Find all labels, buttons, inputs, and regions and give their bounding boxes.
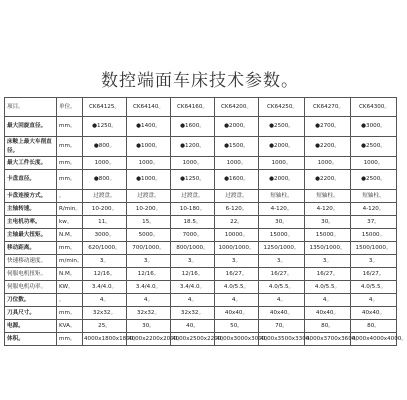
row-value-cell: ●2000。 xyxy=(259,170,305,190)
row-unit-cell: m/min。 xyxy=(57,255,83,268)
row-value-cell: 15000。 xyxy=(351,229,397,242)
row-value-cell: 5000。 xyxy=(127,229,171,242)
row-value-cell: 1250/1000。 xyxy=(259,242,305,255)
row-value-cell: ●1250。 xyxy=(171,170,215,190)
row-value-cell: 4-120。 xyxy=(351,203,397,216)
row-value-cell: 1000/1000。 xyxy=(215,242,259,255)
row-label-cell: 伺服电机功率。 xyxy=(5,281,57,294)
row-value-cell: 4。 xyxy=(305,294,351,307)
table-row xyxy=(5,137,397,157)
row-unit-cell: R/min。 xyxy=(57,203,83,216)
header-model-cell: CK64300。 xyxy=(351,98,397,117)
row-value-cell: 4000x4000x4000。 xyxy=(351,333,397,346)
row-label-cell: 最大工件长度。 xyxy=(5,157,57,170)
row-value-cell: ●1400。 xyxy=(127,117,171,137)
row-value-cell: 16/27。 xyxy=(305,268,351,281)
page-title: 数控端面车床技术参数。 xyxy=(101,71,299,91)
row-value-cell: 80。 xyxy=(305,320,351,333)
spec-table xyxy=(4,97,407,346)
row-value-cell: 18.5。 xyxy=(171,216,215,229)
row-value-cell: 16/27。 xyxy=(351,268,397,281)
row-value-cell: 4.0/5.5。 xyxy=(215,281,259,294)
row-label-cell: 最大回旋直径。 xyxy=(5,117,57,137)
row-value-cell: 40。 xyxy=(171,320,215,333)
row-value-cell: ●1600。 xyxy=(215,170,259,190)
row-value-cell: 1000。 xyxy=(351,157,397,170)
row-value-cell: 16/27。 xyxy=(215,268,259,281)
row-value-cell: ●1000。 xyxy=(127,170,171,190)
row-value-cell: 4000x1800x1800。 xyxy=(83,333,127,346)
row-value-cell: 4-120。 xyxy=(305,203,351,216)
row-value-cell: ●800。 xyxy=(83,137,127,157)
row-label-cell: 床鞍上最大车削直径。 xyxy=(5,137,57,157)
row-unit-cell: mm。 xyxy=(57,333,83,346)
row-label-cell: 电源。 xyxy=(5,320,57,333)
row-value-cell: ●2000。 xyxy=(259,137,305,157)
row-value-cell: ●1200。 xyxy=(171,137,215,157)
row-value-cell: 15000。 xyxy=(305,229,351,242)
row-value-cell: ●2000。 xyxy=(215,117,259,137)
row-value-cell: 4。 xyxy=(351,294,397,307)
row-value-cell: 4。 xyxy=(259,294,305,307)
row-value-cell: 3。 xyxy=(127,255,171,268)
row-value-cell: 11。 xyxy=(83,216,127,229)
row-value-cell: 32x32。 xyxy=(171,307,215,320)
row-value-cell: ●2500。 xyxy=(351,170,397,190)
row-value-cell: ●800。 xyxy=(83,170,127,190)
row-value-cell: 37。 xyxy=(351,216,397,229)
row-value-cell: ●2700。 xyxy=(305,117,351,137)
row-value-cell: 4000x2500x2200。 xyxy=(171,333,215,346)
row-value-cell: 4.0/5.5。 xyxy=(351,281,397,294)
row-value-cell: ●3000。 xyxy=(351,117,397,137)
table-header-row xyxy=(5,98,397,117)
row-value-cell: 4。 xyxy=(215,294,259,307)
table-row xyxy=(5,307,397,320)
row-value-cell: 40x40。 xyxy=(259,307,305,320)
table-row xyxy=(5,190,397,203)
row-value-cell: 3.4/4.0。 xyxy=(171,281,215,294)
row-value-cell: 4.0/5.5。 xyxy=(259,281,305,294)
row-value-cell: 22。 xyxy=(215,216,259,229)
row-value-cell: 1000。 xyxy=(305,157,351,170)
row-value-cell: 15。 xyxy=(127,216,171,229)
row-value-cell: 700/1000。 xyxy=(127,242,171,255)
row-label-cell: 卡盘直径。 xyxy=(5,170,57,190)
row-value-cell: 70。 xyxy=(259,320,305,333)
row-value-cell: 过渡盘。 xyxy=(171,190,215,203)
header-model-cell: CK64140。 xyxy=(127,98,171,117)
row-unit-cell: mm。 xyxy=(57,117,83,137)
table-row xyxy=(5,333,397,346)
row-label-cell: 主轴转速。 xyxy=(5,203,57,216)
row-label-cell: 刀具尺寸。 xyxy=(5,307,57,320)
row-value-cell: 10-180。 xyxy=(171,203,215,216)
row-value-cell: 1500/1000。 xyxy=(351,242,397,255)
row-value-cell: 3。 xyxy=(259,255,305,268)
row-label-cell: 体积。 xyxy=(5,333,57,346)
row-value-cell: 3000。 xyxy=(83,229,127,242)
row-value-cell: 短轴柱。 xyxy=(351,190,397,203)
header-model-cell: CK64125。 xyxy=(83,98,127,117)
row-label-cell: 主电机功率。 xyxy=(5,216,57,229)
row-value-cell: 12/16。 xyxy=(83,268,127,281)
row-value-cell: 过渡盘。 xyxy=(215,190,259,203)
row-unit-cell: mm。 xyxy=(57,307,83,320)
row-value-cell: 1000。 xyxy=(259,157,305,170)
row-value-cell: 10-200。 xyxy=(83,203,127,216)
row-value-cell: 1000。 xyxy=(83,157,127,170)
table-row xyxy=(5,294,397,307)
row-value-cell: 3。 xyxy=(305,255,351,268)
table-row xyxy=(5,268,397,281)
row-value-cell: 4。 xyxy=(171,294,215,307)
row-value-cell: ●2200。 xyxy=(305,137,351,157)
row-value-cell: 过渡盘。 xyxy=(83,190,127,203)
row-value-cell: 30。 xyxy=(127,320,171,333)
table-row xyxy=(5,255,397,268)
row-value-cell: 过渡盘。 xyxy=(127,190,171,203)
row-value-cell: 1000。 xyxy=(127,157,171,170)
row-value-cell: 12/16。 xyxy=(127,268,171,281)
row-unit-cell: mm。 xyxy=(57,170,83,190)
table-row xyxy=(5,229,397,242)
table-row xyxy=(5,281,397,294)
row-value-cell: 3.4/4.0。 xyxy=(127,281,171,294)
row-value-cell: 1000。 xyxy=(171,157,215,170)
row-value-cell: 620/1000。 xyxy=(83,242,127,255)
row-value-cell: 7000。 xyxy=(171,229,215,242)
row-value-cell: 30。 xyxy=(305,216,351,229)
row-value-cell: 10-200。 xyxy=(127,203,171,216)
row-value-cell: 6-120。 xyxy=(215,203,259,216)
row-value-cell: 25。 xyxy=(83,320,127,333)
row-unit-cell: KW。 xyxy=(57,281,83,294)
row-value-cell: 4.0/5.5。 xyxy=(305,281,351,294)
row-value-cell: 3。 xyxy=(351,255,397,268)
row-unit-cell: 。 xyxy=(57,294,83,307)
row-unit-cell: KVA。 xyxy=(57,320,83,333)
row-label-cell: 伺服电机扭矩。 xyxy=(5,268,57,281)
row-value-cell: 40x40。 xyxy=(215,307,259,320)
row-value-cell: 30。 xyxy=(259,216,305,229)
row-value-cell: 4000x2200x2000。 xyxy=(127,333,171,346)
row-value-cell: ●1000。 xyxy=(127,137,171,157)
table-row xyxy=(5,242,397,255)
row-value-cell: 10000。 xyxy=(215,229,259,242)
row-value-cell: 32x32。 xyxy=(83,307,127,320)
row-value-cell: 40x40。 xyxy=(305,307,351,320)
header-model-cell: CK64250。 xyxy=(259,98,305,117)
row-value-cell: ●1250。 xyxy=(83,117,127,137)
row-unit-cell: 。 xyxy=(57,190,83,203)
row-value-cell: 3。 xyxy=(215,255,259,268)
row-label-cell: 卡盘连接方式。 xyxy=(5,190,57,203)
row-label-cell: 刀位数。 xyxy=(5,294,57,307)
table-row xyxy=(5,203,397,216)
row-unit-cell: mm。 xyxy=(57,137,83,157)
row-value-cell: 800/1000。 xyxy=(171,242,215,255)
row-value-cell: 1000。 xyxy=(215,157,259,170)
row-value-cell: 15000。 xyxy=(259,229,305,242)
row-value-cell: 50。 xyxy=(215,320,259,333)
header-model-cell: CK64270。 xyxy=(305,98,351,117)
row-unit-cell: kw。 xyxy=(57,216,83,229)
row-value-cell: 16/27。 xyxy=(259,268,305,281)
row-value-cell: 短轴柱。 xyxy=(305,190,351,203)
row-unit-cell: N.M。 xyxy=(57,268,83,281)
row-value-cell: 4。 xyxy=(83,294,127,307)
row-value-cell: 12/16。 xyxy=(171,268,215,281)
row-value-cell: ●1500。 xyxy=(215,137,259,157)
row-label-cell: 主轴最大扭矩。 xyxy=(5,229,57,242)
header-label-cell: 项目。 xyxy=(5,98,57,117)
row-value-cell: 3。 xyxy=(171,255,215,268)
table-row xyxy=(5,320,397,333)
row-label-cell: 移动距离。 xyxy=(5,242,57,255)
row-value-cell: 3。 xyxy=(83,255,127,268)
row-label-cell: 快速移动速度。 xyxy=(5,255,57,268)
table-row xyxy=(5,157,397,170)
row-value-cell: 80。 xyxy=(351,320,397,333)
table-row xyxy=(5,170,397,190)
row-value-cell: 1350/1000。 xyxy=(305,242,351,255)
row-value-cell: ●2200。 xyxy=(305,170,351,190)
row-value-cell: ●2500。 xyxy=(259,117,305,137)
row-unit-cell: mm。 xyxy=(57,242,83,255)
row-unit-cell: mm。 xyxy=(57,157,83,170)
header-unit-cell: 单位。 xyxy=(57,98,83,117)
row-value-cell: 4。 xyxy=(127,294,171,307)
header-model-cell: CK64160。 xyxy=(171,98,215,117)
row-value-cell: 4000x3500x3300。 xyxy=(259,333,305,346)
row-value-cell: ●2500。 xyxy=(351,137,397,157)
header-model-cell: CK64200。 xyxy=(215,98,259,117)
row-unit-cell: N.M。 xyxy=(57,229,83,242)
row-value-cell: 4000x3000x3000。 xyxy=(215,333,259,346)
row-value-cell: ●1600。 xyxy=(171,117,215,137)
row-value-cell: 短轴柱。 xyxy=(259,190,305,203)
row-value-cell: 32x32。 xyxy=(127,307,171,320)
row-value-cell: 3.4/4.0。 xyxy=(83,281,127,294)
table-row xyxy=(5,117,397,137)
row-value-cell: 4-120。 xyxy=(259,203,305,216)
row-value-cell: 40x40。 xyxy=(351,307,397,320)
table-row xyxy=(5,216,397,229)
row-value-cell: 4000x3700x3600。 xyxy=(305,333,351,346)
